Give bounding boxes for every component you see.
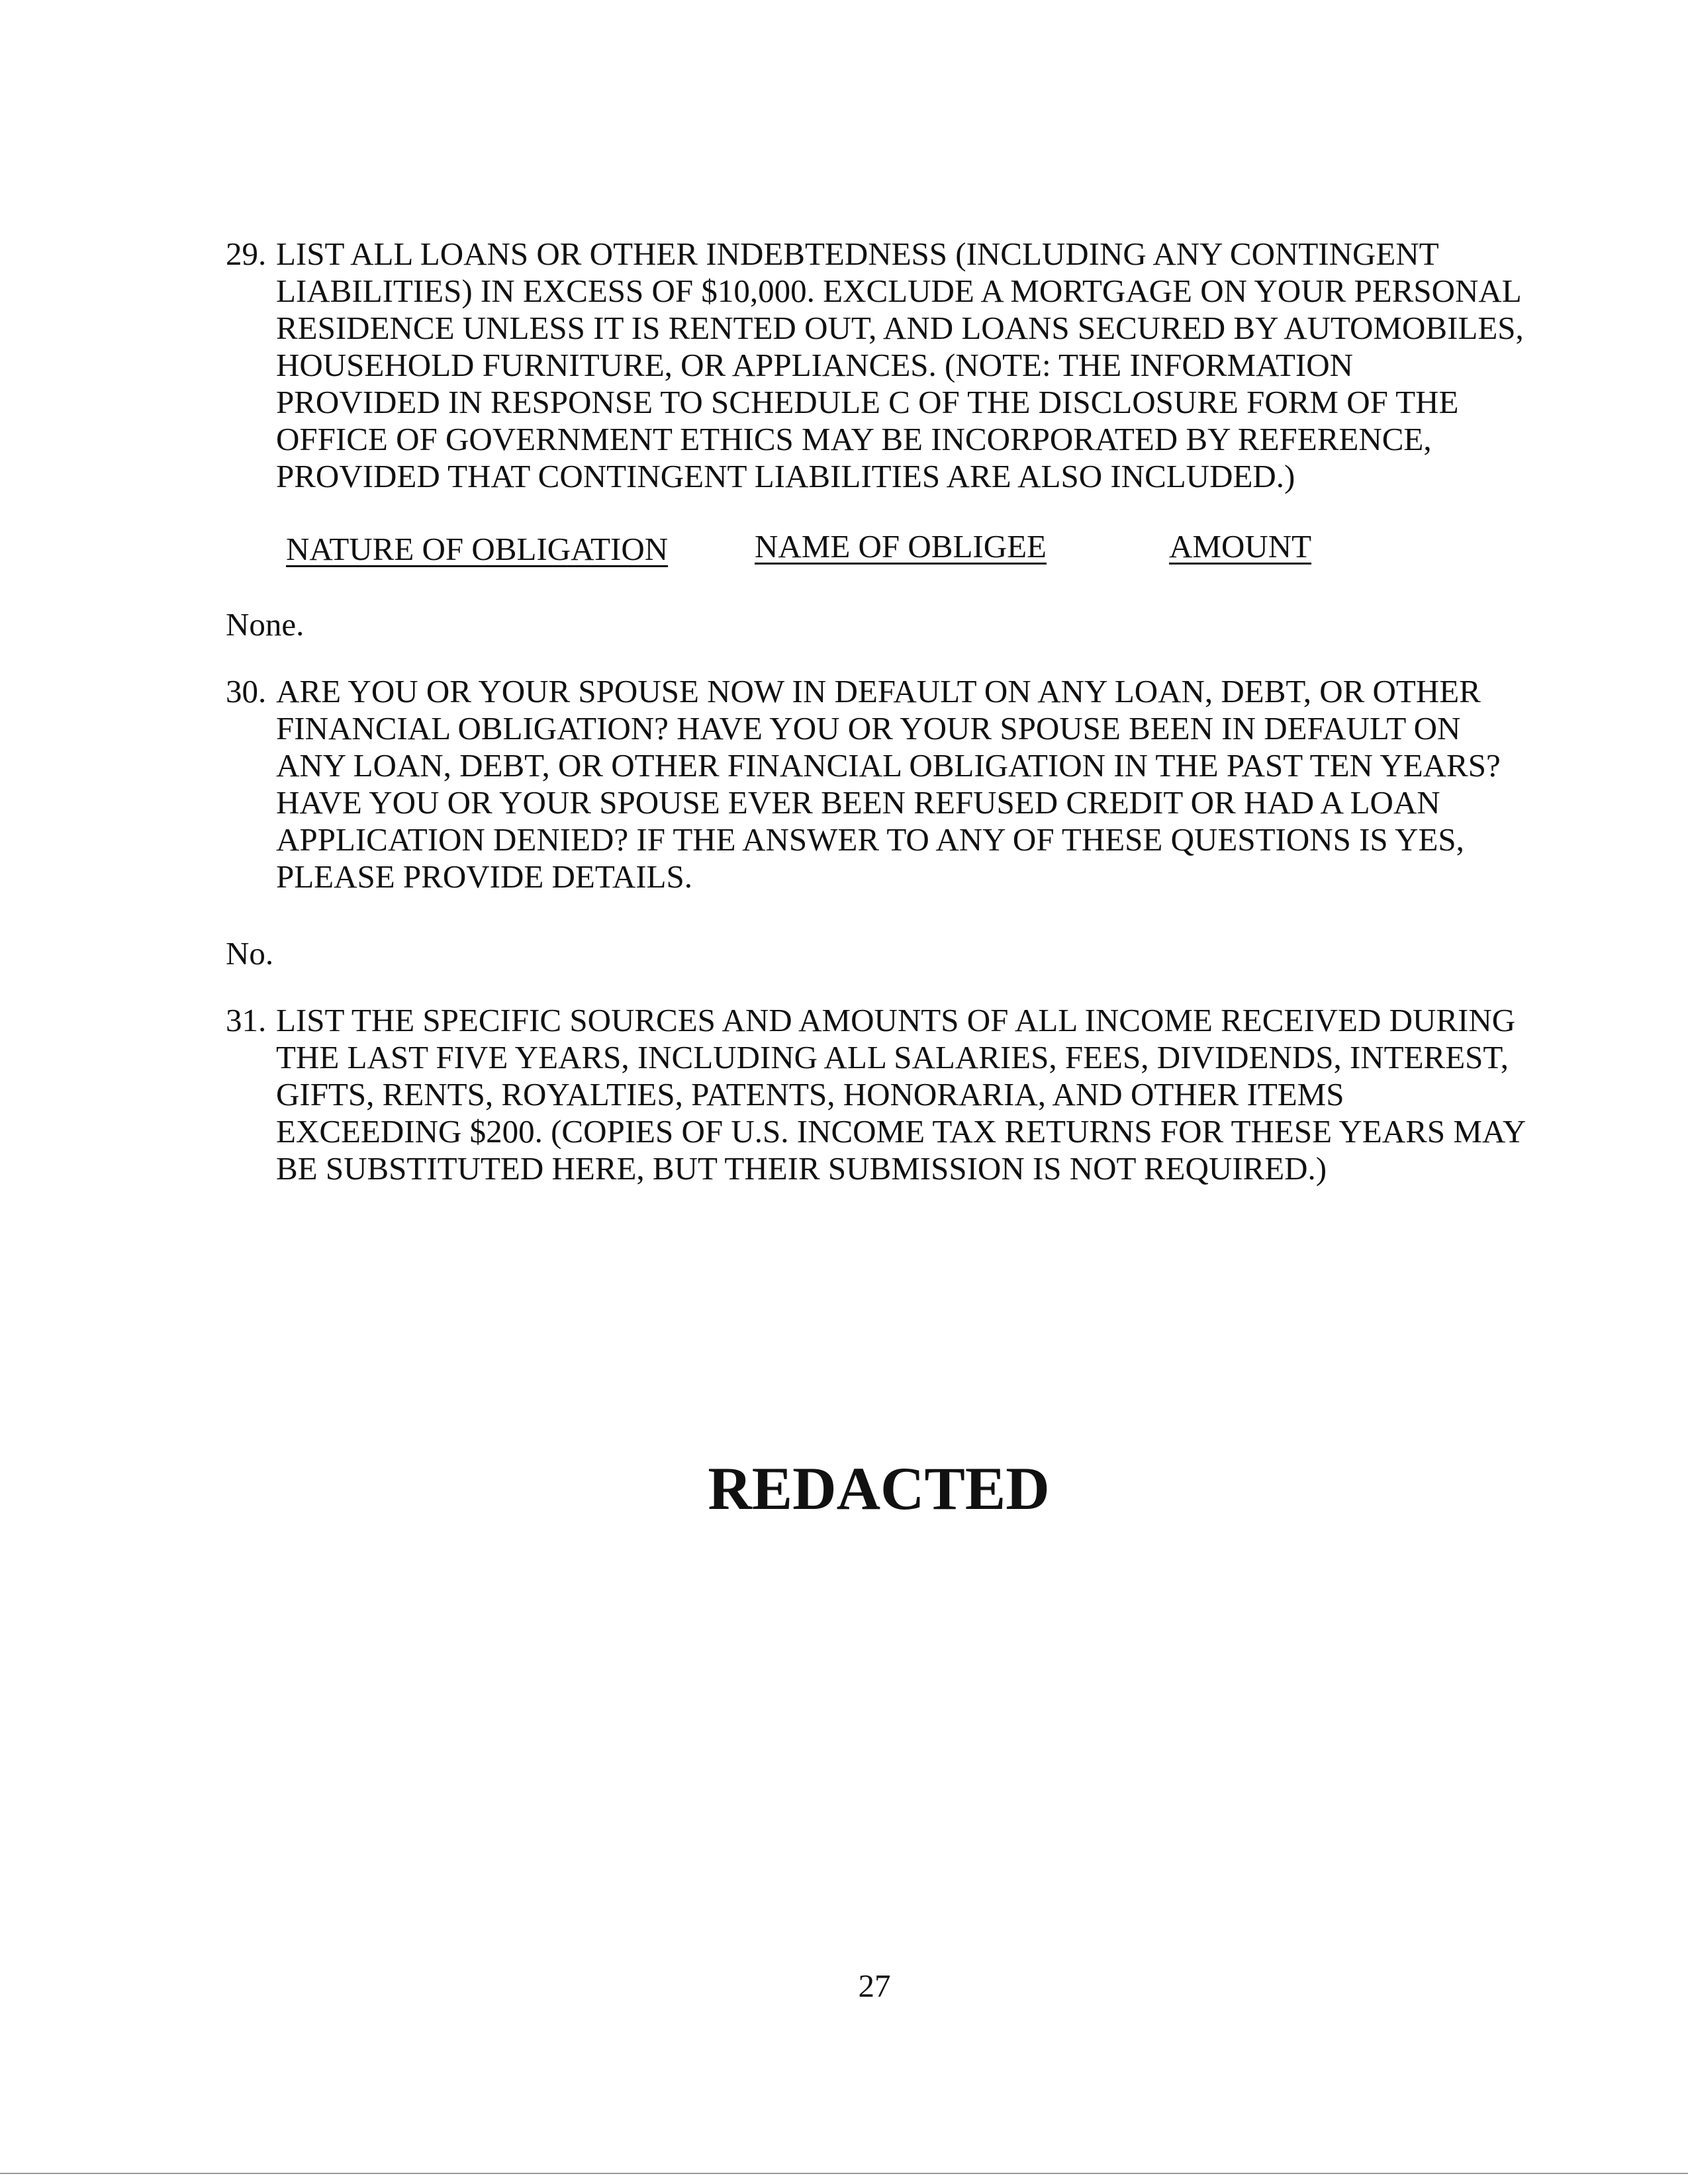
question-line: LIST THE SPECIFIC SOURCES AND AMOUNTS OF ALL INCOME RECEIVED DURING: [276, 1002, 1516, 1038]
question-line: PROVIDED IN RESPONSE TO SCHEDULE C OF THE DISCLOSURE FORM OF THE: [276, 384, 1459, 420]
scan-edge-line: [0, 2173, 1688, 2174]
question-line: ANY LOAN, DEBT, OR OTHER FINANCIAL OBLIGATION IN THE PAST TEN YEARS?: [276, 747, 1501, 784]
question-line: LIABILITIES) IN EXCESS OF $10,000. EXCLUDE A MORTGAGE ON YOUR PERSONAL: [276, 273, 1522, 309]
column-header-nature: NATURE OF OBLIGATION: [286, 531, 669, 567]
question-line: OFFICE OF GOVERNMENT ETHICS MAY BE INCORPORATED BY REFERENCE,: [276, 421, 1432, 457]
question-line: LIST ALL LOANS OR OTHER INDEBTEDNESS (INCLUDING ANY CONTINGENT: [276, 236, 1439, 272]
question-line: FINANCIAL OBLIGATION? HAVE YOU OR YOUR SPOUSE BEEN IN DEFAULT ON: [276, 710, 1461, 747]
question-line: APPLICATION DENIED? IF THE ANSWER TO ANY OF THESE QUESTIONS IS YES,: [276, 821, 1464, 858]
question-line: THE LAST FIVE YEARS, INCLUDING ALL SALARIES, FEES, DIVIDENDS, INTEREST,: [276, 1039, 1509, 1075]
question-line: BE SUBSTITUTED HERE, BUT THEIR SUBMISSION IS NOT REQUIRED.): [276, 1150, 1327, 1187]
question-30: [226, 673, 1501, 895]
question-31: [226, 1002, 1526, 1187]
answer-30: No.: [226, 935, 274, 972]
question-line: HAVE YOU OR YOUR SPOUSE EVER BEEN REFUSED CREDIT OR HAD A LOAN: [276, 784, 1440, 821]
answer-29: None.: [226, 606, 305, 643]
question-line: EXCEEDING $200. (COPIES OF U.S. INCOME TAX RETURNS FOR THESE YEARS MAY: [276, 1113, 1526, 1150]
column-header-obligee: NAME OF OBLIGEE: [755, 528, 1047, 565]
question-line: ARE YOU OR YOUR SPOUSE NOW IN DEFAULT ON ANY LOAN, DEBT, OR OTHER: [276, 673, 1481, 709]
question-line: PLEASE PROVIDE DETAILS.: [276, 858, 692, 895]
column-header-amount: AMOUNT: [1169, 528, 1312, 565]
question-line: RESIDENCE UNLESS IT IS RENTED OUT, AND LOANS SECURED BY AUTOMOBILES,: [276, 310, 1524, 346]
question-29: [226, 236, 1524, 495]
question-number: 31.: [226, 1002, 267, 1038]
question-line: PROVIDED THAT CONTINGENT LIABILITIES ARE ALSO INCLUDED.): [276, 458, 1295, 494]
redacted-label: REDACTED: [708, 1455, 1050, 1522]
question-number: 29.: [226, 236, 267, 272]
question-line: HOUSEHOLD FURNITURE, OR APPLIANCES. (NOTE: THE INFORMATION: [276, 347, 1354, 383]
question-number: 30.: [226, 673, 267, 709]
question-line: GIFTS, RENTS, ROYALTIES, PATENTS, HONORARIA, AND OTHER ITEMS: [276, 1076, 1344, 1113]
page-number: 27: [858, 1968, 891, 2004]
